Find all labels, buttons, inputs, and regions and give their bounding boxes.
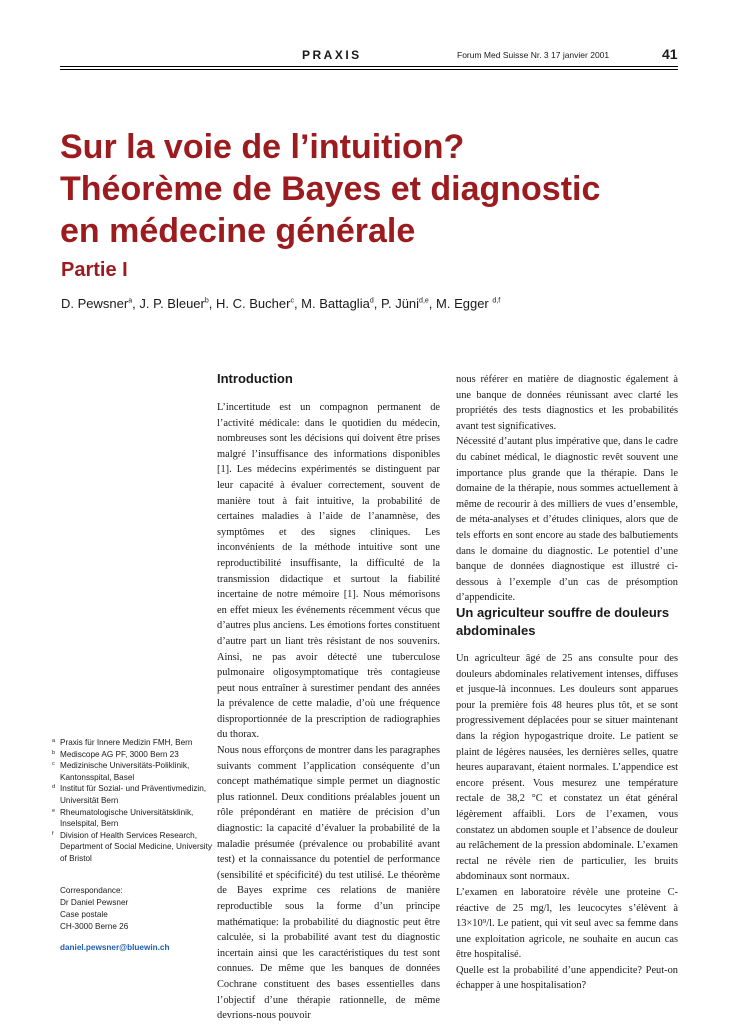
page-number: 41 xyxy=(662,46,678,62)
journal-citation: Forum Med Suisse Nr. 3 17 janvier 2001 xyxy=(457,50,610,60)
paragraph: Quelle est la probabilité d’une appendicite? Peut-on échapper à une hospitalisation? xyxy=(456,964,678,992)
section-heading-case: Un agriculteur souffre de douleurs abdominales xyxy=(456,605,670,638)
section-label: PRAXIS xyxy=(302,48,362,62)
paragraph: L’incertitude est un compagnon permanent de l’activité médicale: dans le quotidien du médecin, nombreuses sont les décisions qui doivent être prises malgré l’insuffisance des informations disponibles [1]. Les médecins expérimentés se distinguent par leur capacité à évaluer correctement, souvent de manière tout à fait intuitive, la probabilité de certaines maladies à l’aide de l’anamnèse, des symptômes et des signes cliniques. Les inconvénients de la méthode intuitive sont une reproductibilité insuffisante, la difficulté de la transmission didactique et surtout la fiabilité incertaine de notre mémoire [1]. Nous mémorisons en effet mieux les événements récemment vécus que d’autres plus anciens. Les émotions fortes constituent d’autre part un liant très résistant de nos souvenirs. Ainsi, ne pas avoir détecté une tuberculose pulmonaire oligosymptomatique très contagieuse peut nous entraîner à surestimer pendant des années la prévalence de cette maladie, d’où une fréquence disproportionnée de la prescription de radiographies du thorax. xyxy=(217,402,440,741)
correspondence-name: Dr Daniel Pewsner xyxy=(60,898,129,907)
correspondence-label: Correspondance: xyxy=(60,886,123,895)
email-link[interactable]: daniel.pewsner@bluewin.ch xyxy=(60,943,170,952)
affiliation-item: d Institut für Sozial- und Präventivmedizin, Universität Bern xyxy=(52,784,207,805)
paragraph: Nous nous efforçons de montrer dans les paragraphes suivants comment l’application conséquente d’un concept mathématique simple permet un diagnostic plus rationnel. Deux conditions préalables jouent un rôle prépondérant en matière de précision d’un diagnostic: la capacité d’évaluer la probabilité de la maladie présumée (prévalence ou probabilité avant test) et la connaissance du potentiel de performance (sensibilité et spécificité) du test utilisé. Le théorème de Bayes exprime ces relations de manière reproductible sous la forme d’un principe mathématique: la probabilité du diagnostic peut être calculée, si la probabilité avant test du diagnostic incertain ainsi que les caractéristiques du test sont connues. De même que les banques de données Cochrane constituent des bases essentielles dans l’objectif d’une thérapie rationnelle, de même devrions-nous pouvoir xyxy=(217,745,440,1022)
article-title xyxy=(60,126,680,252)
author: M. Egger $^{d,f}$ xyxy=(436,296,501,311)
correspondence-box: Case postale xyxy=(60,910,108,919)
header-rule-thin xyxy=(60,69,678,70)
body-column-2-case xyxy=(456,651,678,994)
author: D. Pewsner$^a$, xyxy=(61,296,140,311)
correspondence-city: CH-3000 Berne 26 xyxy=(60,922,129,931)
affiliation-item: c Medizinische Universitäts-Poliklinik, Kantonsspital, Basel xyxy=(52,761,190,782)
title-line-3: en médecine générale xyxy=(60,212,416,250)
affiliations xyxy=(52,737,212,865)
affiliation-item: e Rheumatologische Universitätsklinik, Inselspital, Bern xyxy=(52,807,194,829)
author-list xyxy=(61,296,681,311)
author: H. C. Bucher$^c$, xyxy=(216,296,302,311)
section-heading-introduction: Introduction xyxy=(217,371,293,386)
paragraph: nous référer en matière de diagnostic également à une banque de données réunissant avec clarté les propriétés des tests diagnostics et les probabilités avant test significatives. xyxy=(456,374,678,432)
author: M. Battaglia$^d$, xyxy=(301,296,381,311)
body-column-1 xyxy=(217,400,440,1024)
affiliation-item: b Mediscope AG PF, 3000 Bern 23 xyxy=(52,749,179,759)
title-line-1: Sur la voie de l’intuition? xyxy=(60,128,465,166)
paragraph: Un agriculteur âgé de 25 ans consulte pour des douleurs abdominales relativement intenses, diffuses et jusque-là inconnues. Les douleurs sont apparues pour la première fois 48 heures plus tôt, et se sont progressivement déplacées pour se situer maintenant dans la région hypogastrique droite. Le patient se plaint de légères nausées, les dernières selles, quatre heures auparavant, étaient normales. L’appendice est encore présent. Vous mesurez une température rectale de 38,2 °C et constatez un état général légèrement affaibli. Lors de l’examen, vous constatez un abdomen souple et l’absence de douleur au relâchement de la pression abdominale. L’examen rectal ne révèle rien de particulier, les bruits abdominaux sont normaux. xyxy=(456,653,678,883)
author: P. Jüni$^{d,e}$, xyxy=(380,296,437,311)
affiliation-item: f Division of Health Services Research, Department of Social Medicine, University of Bristol xyxy=(52,830,212,863)
paragraph: L’examen en laboratoire révèle une proteine C-réactive de 25 mg/l, les leucocytes s’élèvent à 13×10⁹/l. Le patient, qui vit seul avec sa femme dans une exploitation agricole, ne souhaite en aucun cas être hospitalisé. xyxy=(456,886,678,961)
article-subtitle: Partie I xyxy=(61,259,128,281)
affiliation-item: a Praxis für Innere Medizin FMH, Bern xyxy=(52,738,193,747)
author: J. P. Bleuer$^b$, xyxy=(139,296,217,311)
correspondence-block xyxy=(60,885,210,933)
body-column-2 xyxy=(456,372,678,606)
paragraph: Nécessité d’autant plus impérative que, dans le cadre du cabinet médical, le diagnostic revêt souvent une importance plus grande que la thérapie. Dans le domaine de la thérapie, nous sommes actuellement à même de recourir à des milliers de vues d’ensemble, de méta-analyses et d’études cliniques, alors que de tels efforts en sont encore au stade des balbutiements dans le domaine du diagnostic. Le potentiel d’une banque de données diagnostique est illustré ci-dessous à l’exemple d’un cas de présomption d’appendicite. xyxy=(456,436,678,604)
header-rule xyxy=(60,66,678,67)
title-line-2: Théorème de Bayes et diagnostic xyxy=(60,170,601,208)
